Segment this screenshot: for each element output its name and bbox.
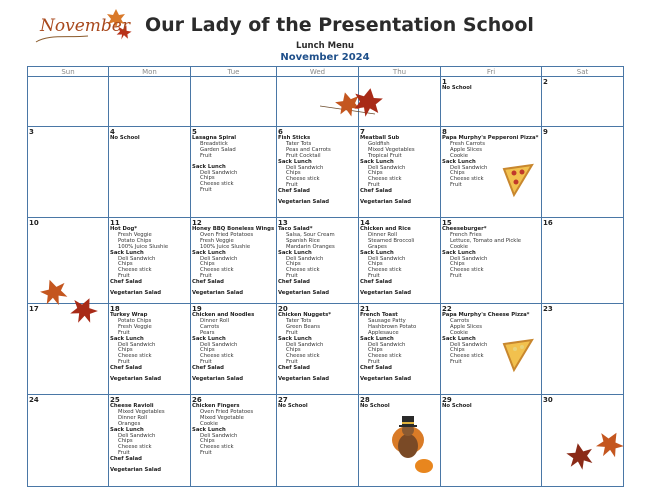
menu-item: Deli Sandwich bbox=[200, 169, 238, 176]
menu-item: Fresh Veggie bbox=[118, 231, 152, 238]
menu-item: Fruit bbox=[286, 359, 298, 366]
menu-item: Cheese stick bbox=[200, 444, 234, 451]
day-number: 3 bbox=[29, 128, 34, 136]
menu-item: Fruit bbox=[368, 273, 380, 280]
day-number: 4 bbox=[110, 128, 115, 136]
menu-item: Cheese stick bbox=[450, 267, 484, 274]
menu-item: Oranges bbox=[118, 420, 141, 427]
menu-heading: Vegetarian Salad bbox=[360, 199, 412, 206]
day-cell bbox=[441, 218, 542, 304]
page-subtitle: Lunch Menu bbox=[296, 41, 354, 51]
menu-heading: Chef Salad bbox=[110, 279, 142, 286]
menu-heading: Papa Murphy's Pepperoni Pizza* bbox=[442, 135, 539, 141]
menu-item: Deli Sandwich bbox=[450, 164, 488, 171]
menu-heading: Chef Salad bbox=[110, 365, 142, 372]
menu-item: Fruit bbox=[286, 273, 298, 280]
menu-item: Potato Chips bbox=[118, 237, 152, 244]
menu-item: Deli Sandwich bbox=[200, 255, 238, 262]
menu-heading: Chef Salad bbox=[278, 188, 310, 195]
weekday-header: Thu bbox=[359, 67, 441, 77]
menu-item: Cheese stick bbox=[286, 353, 320, 360]
menu-heading: Meatball Sub bbox=[360, 135, 400, 141]
calendar-grid bbox=[27, 66, 624, 487]
day-number: 24 bbox=[29, 396, 39, 404]
week-row bbox=[28, 395, 624, 487]
menu-item: Deli Sandwich bbox=[118, 255, 156, 262]
day-cell bbox=[441, 77, 542, 127]
calendar-header bbox=[0, 0, 650, 66]
day-number: 9 bbox=[543, 128, 548, 136]
menu-heading: French Toast bbox=[360, 312, 398, 318]
menu-item: Cheese stick bbox=[368, 267, 402, 274]
day-number: 25 bbox=[110, 396, 120, 404]
menu-item: Dinner Roll bbox=[368, 231, 398, 238]
day-cell bbox=[28, 127, 109, 218]
menu-heading: Chef Salad bbox=[110, 456, 142, 463]
day-cell bbox=[542, 77, 624, 127]
menu-item: Fruit bbox=[200, 359, 212, 366]
day-cell bbox=[441, 395, 542, 487]
menu-heading: No School bbox=[278, 403, 308, 409]
menu-item: Chips bbox=[450, 347, 465, 354]
menu-heading: Sack Lunch bbox=[110, 335, 144, 342]
menu-heading: Chef Salad bbox=[192, 365, 224, 372]
menu-item: Deli Sandwich bbox=[450, 341, 488, 348]
menu-heading: Chef Salad bbox=[278, 365, 310, 372]
menu-heading: Vegetarian Salad bbox=[110, 467, 162, 474]
menu-item: Deli Sandwich bbox=[118, 432, 156, 439]
menu-heading: Sack Lunch bbox=[360, 335, 394, 342]
menu-item: Fruit Cocktail bbox=[286, 152, 321, 159]
weekday-header: Mon bbox=[109, 67, 191, 77]
day-number: 27 bbox=[278, 396, 288, 404]
menu-heading: Sack Lunch bbox=[278, 249, 312, 256]
menu-item: Chips bbox=[200, 438, 215, 445]
menu-heading: Chef Salad bbox=[360, 188, 392, 195]
menu-heading: Chef Salad bbox=[360, 279, 392, 286]
menu-heading: Papa Murphy's Cheese Pizza* bbox=[442, 312, 530, 318]
day-number: 20 bbox=[278, 305, 288, 313]
menu-heading: Chicken Fingers bbox=[192, 403, 240, 409]
day-cell bbox=[191, 77, 277, 127]
menu-heading: Sack Lunch bbox=[278, 335, 312, 342]
day-cell bbox=[542, 127, 624, 218]
day-cell bbox=[277, 127, 359, 218]
menu-item: Cookie bbox=[450, 152, 468, 159]
weekday-header: Fri bbox=[441, 67, 542, 77]
menu-item: Mixed Vegetables bbox=[118, 408, 165, 415]
menu-item: Mixed Vegetables bbox=[368, 146, 415, 153]
menu-item: Fruit bbox=[368, 359, 380, 366]
day-number: 17 bbox=[29, 305, 39, 313]
fall-leaves-icon bbox=[562, 428, 632, 478]
menu-item: Tater Tots bbox=[286, 140, 312, 147]
menu-item: Deli Sandwich bbox=[286, 164, 324, 171]
pizza-icon bbox=[500, 163, 536, 199]
menu-heading: Vegetarian Salad bbox=[278, 376, 330, 383]
day-cell bbox=[191, 304, 277, 395]
turkey-icon bbox=[388, 406, 434, 474]
menu-item: Goldfish bbox=[368, 140, 390, 147]
menu-item: Fruit bbox=[450, 359, 462, 366]
day-number: 26 bbox=[192, 396, 202, 404]
day-cell bbox=[359, 304, 441, 395]
menu-heading: Sack Lunch bbox=[278, 158, 312, 165]
menu-heading: Sack Lunch bbox=[442, 158, 476, 165]
menu-item: Deli Sandwich bbox=[286, 255, 324, 262]
menu-heading: Chicken Nuggets* bbox=[278, 312, 332, 318]
menu-heading: Chicken and Noodles bbox=[192, 312, 255, 318]
day-number: 12 bbox=[192, 219, 202, 227]
menu-item: Fruit bbox=[118, 273, 130, 280]
menu-item: Chips bbox=[368, 347, 383, 354]
day-number: 11 bbox=[110, 219, 120, 227]
weekday-header-row bbox=[28, 67, 624, 77]
menu-item: Cheese stick bbox=[118, 353, 152, 360]
menu-item: Cheese stick bbox=[200, 181, 234, 188]
menu-item: Deli Sandwich bbox=[118, 341, 156, 348]
week-row bbox=[28, 218, 624, 304]
weekday-header: Wed bbox=[277, 67, 359, 77]
menu-heading: Chicken and Rice bbox=[360, 226, 411, 232]
menu-heading: Vegetarian Salad bbox=[360, 290, 412, 297]
logo-word: November bbox=[40, 16, 130, 36]
day-number: 22 bbox=[442, 305, 452, 313]
menu-heading: Fish Sticks bbox=[278, 135, 311, 141]
fall-leaves-icon bbox=[320, 86, 390, 126]
day-number: 21 bbox=[360, 305, 370, 313]
day-number: 29 bbox=[442, 396, 452, 404]
day-number: 18 bbox=[110, 305, 120, 313]
menu-item: Chips bbox=[200, 261, 215, 268]
menu-item: Cheese stick bbox=[450, 176, 484, 183]
menu-heading: Vegetarian Salad bbox=[278, 199, 330, 206]
menu-item: Carrots bbox=[200, 323, 220, 330]
menu-item: Green Beans bbox=[286, 323, 320, 330]
menu-item: Cheese stick bbox=[286, 176, 320, 183]
menu-item: Grapes bbox=[368, 243, 387, 250]
day-cell bbox=[359, 218, 441, 304]
menu-item: Chips bbox=[200, 347, 215, 354]
menu-item: Fruit bbox=[200, 187, 212, 194]
menu-item: Chips bbox=[368, 261, 383, 268]
menu-item: Deli Sandwich bbox=[286, 341, 324, 348]
menu-heading: Cheeseburger* bbox=[442, 226, 487, 232]
menu-heading: Cheese Ravioli bbox=[110, 403, 154, 409]
menu-item: Fruit bbox=[450, 273, 462, 280]
menu-item: Deli Sandwich bbox=[368, 164, 406, 171]
menu-item: Dinner Roll bbox=[118, 414, 148, 421]
menu-item: Deli Sandwich bbox=[450, 255, 488, 262]
menu-item: Chips bbox=[286, 261, 301, 268]
menu-heading: Vegetarian Salad bbox=[360, 376, 412, 383]
day-number: 28 bbox=[360, 396, 370, 404]
day-cell bbox=[191, 127, 277, 218]
menu-item: Cookie bbox=[450, 329, 468, 336]
menu-heading: No School bbox=[110, 135, 140, 141]
menu-item: Fruit bbox=[368, 182, 380, 189]
menu-item: Chips bbox=[286, 347, 301, 354]
pizza-icon bbox=[500, 338, 536, 374]
menu-item: Cheese stick bbox=[200, 267, 234, 274]
menu-heading: Turkey Wrap bbox=[110, 312, 148, 318]
menu-heading: Sack Lunch bbox=[360, 249, 394, 256]
menu-item: Apple Slices bbox=[450, 323, 482, 330]
menu-item: Fruit bbox=[118, 359, 130, 366]
menu-heading: Sack Lunch bbox=[110, 249, 144, 256]
day-cell bbox=[191, 218, 277, 304]
day-cell bbox=[359, 127, 441, 218]
day-number: 14 bbox=[360, 219, 370, 227]
menu-heading: Sack Lunch bbox=[192, 163, 226, 170]
day-number: 5 bbox=[192, 128, 197, 136]
menu-heading: Taco Salad* bbox=[278, 226, 313, 232]
menu-heading: Sack Lunch bbox=[192, 426, 226, 433]
menu-item: Fruit bbox=[200, 152, 212, 159]
menu-heading: Sack Lunch bbox=[192, 249, 226, 256]
menu-item: Hashbrown Potato bbox=[368, 323, 417, 330]
menu-item: Fruit bbox=[118, 329, 130, 336]
day-cell bbox=[191, 395, 277, 487]
day-cell bbox=[109, 395, 191, 487]
month-label: November 2024 bbox=[280, 52, 370, 63]
menu-item: Chips bbox=[368, 170, 383, 177]
day-cell bbox=[28, 77, 109, 127]
day-number: 10 bbox=[29, 219, 39, 227]
menu-item: Cookie bbox=[450, 243, 468, 250]
day-cell bbox=[28, 395, 109, 487]
menu-item: Dinner Roll bbox=[200, 317, 230, 324]
menu-item: 100% Juice Slushie bbox=[200, 243, 251, 250]
menu-item: Cheese stick bbox=[200, 353, 234, 360]
menu-item: Chips bbox=[118, 261, 133, 268]
menu-item: French Fries bbox=[450, 231, 482, 238]
menu-item: Deli Sandwich bbox=[200, 432, 238, 439]
menu-item: Chips bbox=[450, 170, 465, 177]
day-cell bbox=[109, 77, 191, 127]
menu-item: Carrots bbox=[450, 317, 470, 324]
weekday-header: Sat bbox=[542, 67, 624, 77]
menu-item: Chips bbox=[450, 261, 465, 268]
day-cell bbox=[277, 218, 359, 304]
menu-item: Cheese stick bbox=[368, 176, 402, 183]
menu-heading: Chef Salad bbox=[360, 365, 392, 372]
menu-item: Garden Salad bbox=[200, 146, 236, 153]
menu-heading: No School bbox=[442, 403, 472, 409]
day-cell bbox=[277, 395, 359, 487]
day-number: 13 bbox=[278, 219, 288, 227]
menu-heading: No School bbox=[442, 85, 472, 91]
menu-item: Cheese stick bbox=[368, 353, 402, 360]
menu-item: Fresh Veggie bbox=[118, 323, 152, 330]
menu-item: Oven Fried Potatoes bbox=[200, 408, 254, 415]
menu-item: Pears bbox=[200, 329, 215, 336]
menu-item: Apple Slices bbox=[450, 146, 482, 153]
day-cell bbox=[109, 127, 191, 218]
day-cell bbox=[542, 304, 624, 395]
menu-item: Cheese stick bbox=[450, 353, 484, 360]
menu-item: Deli Sandwich bbox=[200, 341, 238, 348]
menu-item: Steamed Broccoli bbox=[368, 237, 415, 244]
menu-item: Sausage Patty bbox=[368, 317, 406, 324]
menu-item: Fruit bbox=[286, 329, 298, 336]
menu-item: Cheese stick bbox=[118, 267, 152, 274]
menu-item: Fresh Veggie bbox=[200, 237, 234, 244]
menu-item: Lettuce, Tomato and Pickle bbox=[450, 237, 522, 244]
menu-heading: Sack Lunch bbox=[442, 335, 476, 342]
weekday-header: Sun bbox=[28, 67, 109, 77]
weekday-header: Tue bbox=[191, 67, 277, 77]
menu-item: Oven Fried Potatoes bbox=[200, 231, 254, 238]
menu-heading: Honey BBQ Boneless Wings bbox=[192, 226, 275, 232]
menu-item: Fruit bbox=[450, 182, 462, 189]
menu-item: Cheese stick bbox=[118, 444, 152, 451]
day-number: 15 bbox=[442, 219, 452, 227]
menu-item: Tropical Fruit bbox=[368, 152, 402, 159]
day-cell bbox=[542, 218, 624, 304]
day-number: 19 bbox=[192, 305, 202, 313]
menu-item: Cookie bbox=[200, 420, 218, 427]
day-number: 16 bbox=[543, 219, 553, 227]
menu-heading: Sack Lunch bbox=[442, 249, 476, 256]
day-cell bbox=[109, 218, 191, 304]
menu-heading: Lasagna Spiral bbox=[192, 135, 237, 141]
menu-heading: No School bbox=[360, 403, 390, 409]
menu-item: 100% Juice Slushie bbox=[118, 243, 169, 250]
menu-heading: Sack Lunch bbox=[360, 158, 394, 165]
menu-item: Potato Chips bbox=[118, 317, 152, 324]
menu-item: Fruit bbox=[200, 450, 212, 457]
day-number: 2 bbox=[543, 78, 548, 86]
menu-item: Mandarin Oranges bbox=[286, 243, 335, 250]
menu-item: Deli Sandwich bbox=[368, 255, 406, 262]
menu-heading: Vegetarian Salad bbox=[192, 376, 244, 383]
menu-heading: Vegetarian Salad bbox=[110, 376, 162, 383]
menu-item: Fruit bbox=[200, 273, 212, 280]
menu-heading: Chef Salad bbox=[278, 279, 310, 286]
menu-item: Chips bbox=[286, 170, 301, 177]
menu-item: Chips bbox=[118, 438, 133, 445]
menu-item: Salsa, Sour Cream bbox=[286, 231, 335, 238]
day-number: 30 bbox=[543, 396, 553, 404]
fall-leaves-icon bbox=[36, 272, 106, 332]
menu-item: Deli Sandwich bbox=[368, 341, 406, 348]
menu-item: Cheese stick bbox=[286, 267, 320, 274]
menu-heading: Hot Dog* bbox=[110, 226, 138, 232]
menu-item: Fruit bbox=[118, 450, 130, 457]
day-number: 8 bbox=[442, 128, 447, 136]
menu-item: Chips bbox=[200, 175, 215, 182]
menu-heading: Vegetarian Salad bbox=[278, 290, 330, 297]
menu-heading: Sack Lunch bbox=[110, 426, 144, 433]
page-title: Our Lady of the Presentation School bbox=[145, 14, 534, 36]
menu-item: Applesauce bbox=[368, 329, 399, 336]
menu-heading: Vegetarian Salad bbox=[192, 290, 244, 297]
menu-heading: Chef Salad bbox=[192, 279, 224, 286]
menu-item: Chips bbox=[118, 347, 133, 354]
menu-heading: Vegetarian Salad bbox=[110, 290, 162, 297]
menu-item: Spanish Rice bbox=[286, 237, 320, 244]
day-cell bbox=[277, 304, 359, 395]
menu-item: Tater Tots bbox=[286, 317, 312, 324]
day-number: 7 bbox=[360, 128, 365, 136]
menu-heading: Sack Lunch bbox=[192, 335, 226, 342]
day-number: 1 bbox=[442, 78, 447, 86]
day-number: 6 bbox=[278, 128, 283, 136]
menu-item: Fruit bbox=[286, 182, 298, 189]
day-number: 23 bbox=[543, 305, 553, 313]
menu-item: Breadstick bbox=[200, 140, 228, 147]
menu-item: Peas and Carrots bbox=[286, 146, 331, 153]
menu-item: Mixed Vegetable bbox=[200, 414, 244, 421]
day-cell bbox=[109, 304, 191, 395]
menu-item: Fresh Carrots bbox=[450, 140, 485, 147]
